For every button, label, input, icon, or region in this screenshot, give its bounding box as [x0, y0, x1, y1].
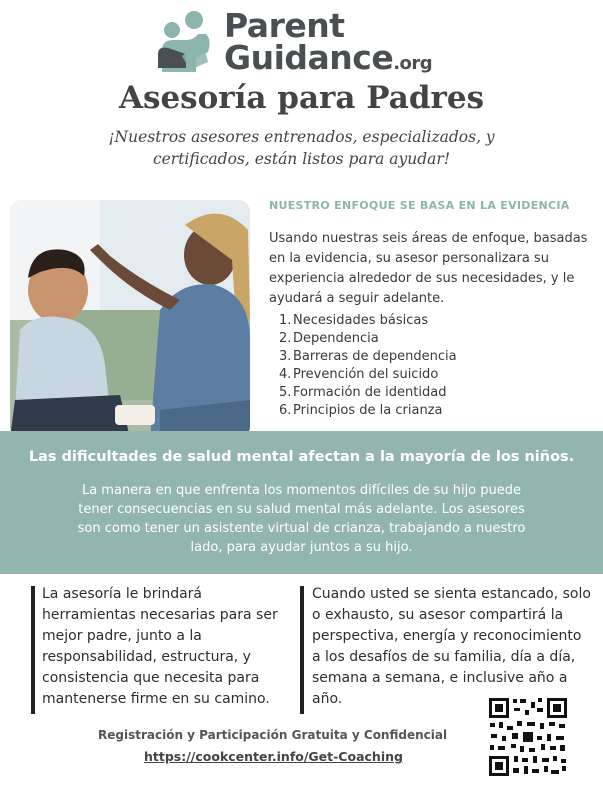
left-column-text: La asesoría le brindará herramientas necesarias para ser mejor padre, junto a la responsabilidad, estructura, y consistencia que necesita para mantenerse firme en su camino. [42, 586, 278, 707]
parent-child-photo [10, 200, 250, 438]
list-item: 2. Dependencia [279, 331, 379, 346]
page-subtitle: ¡Nuestros asesores entrenados, especializados, y certificados, están listos para ayudar! [108, 128, 495, 168]
coaching-link[interactable]: https://cookcenter.info/Get-Coaching [144, 749, 403, 764]
page-title: Asesoría para Padres [118, 80, 485, 116]
list-item: 5. Formación de identidad [279, 385, 447, 400]
logo-word-parent: Parent [224, 6, 345, 45]
family-logo-icon [156, 10, 214, 72]
left-column-divider [31, 586, 35, 714]
logo-suffix: .org [393, 53, 433, 74]
banner-title: Las dificultades de salud mental afectan a la mayoría de los niños. [28, 449, 575, 465]
list-item: 3. Barreras de dependencia [279, 349, 457, 364]
list-item: 1. Necesidades básicas [279, 313, 429, 328]
approach-text: Usando nuestras seis áreas de enfoque, basadas en la evidencia, su asesor personalizara su experiencia alrededor de sus necesidades, y le ayudará a seguir adelante. [269, 231, 588, 306]
banner-text: La manera en que enfrenta los momentos difíciles de su hijo puede tener consecuencias en su salud mental más adelante. Los asesores son como tener un asistente virtual de crianza, trabajando a nuestro lado, para ayudar juntos a su hijo. [77, 483, 526, 555]
parent-guidance-logo [156, 8, 456, 78]
right-column-divider [300, 586, 304, 714]
focus-areas-list [279, 312, 457, 420]
logo-word-guidance: Guidance.org [224, 38, 433, 77]
list-item: 6. Principios de la crianza [279, 403, 443, 418]
qr-code[interactable] [487, 696, 569, 778]
registration-note: Registración y Participación Gratuita y Confidencial [98, 728, 448, 742]
approach-heading: NUESTRO ENFOQUE SE BASA EN LA EVIDENCIA [269, 199, 570, 212]
right-column-text: Cuando usted se sienta estancado, solo o exhausto, su asesor compartirá la perspectiva, energía y reconocimiento a los desafíos de su familia, día a día, semana a semana, e inclusive año a año. [312, 586, 591, 707]
list-item: 4. Prevención del suicido [279, 367, 439, 382]
